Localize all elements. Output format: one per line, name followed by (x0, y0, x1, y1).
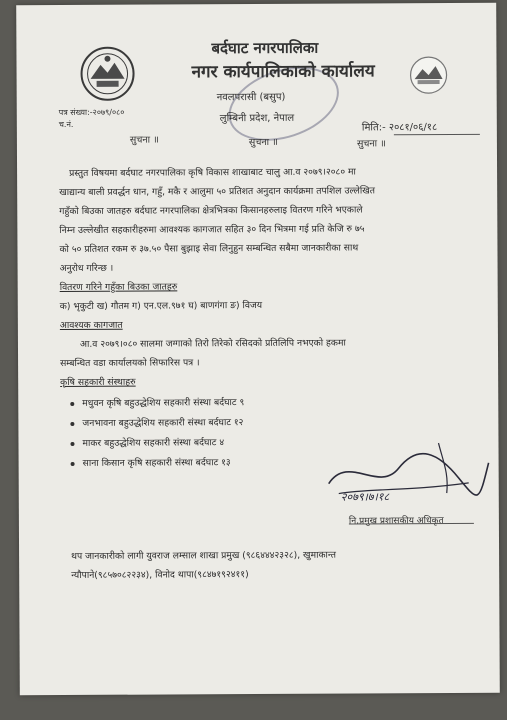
letter-number: पत्र संख्या:-२०७९/०८० (58, 107, 125, 118)
signature-date: २०७९।७।१८ (340, 490, 390, 504)
documents-line-1: आ.व २०७९।०८० सालमा जग्गाको तिरो तिरेको रसिदको प्रतिलिपि नभएको हकमा (79, 337, 346, 350)
district-name: नवलपरासी (बसुप) (216, 91, 286, 104)
office-name: नगर कार्यपालिकाको कार्यालय (191, 61, 375, 83)
footer-line-2: न्यौपाने(९८५७०८२२३४), विनोद थापा(९८४७१९२४११) (71, 569, 249, 581)
body-line-5: को ५० प्रतिशत रकम रु ३७.५० पैसा बुझाइ सेवा लिनुहुन सम्बन्धित सबैमा जानकारीका साथ (59, 242, 359, 256)
bullet-icon (70, 401, 74, 405)
signatory-title: नि.प्रमुख प्रशासकीय अधिकृत (348, 516, 444, 527)
date-handwritten: मिति:- २०८१/०६/१८ (361, 122, 438, 134)
documents-line-2: सम्बन्धित वडा कार्यालयको सिफारिस पत्र । (60, 357, 200, 370)
notice-label-2: सुचना ॥ (248, 136, 278, 149)
municipality-logo-icon (408, 55, 448, 95)
notice-label-3: सुचना ॥ (356, 138, 386, 150)
documents-heading: आवश्यक कागजात (59, 319, 123, 332)
letter-page (16, 3, 500, 696)
government-emblem-icon (78, 45, 136, 103)
date-underline (394, 134, 480, 135)
body-line-6: अनुरोध गरिन्छ । (59, 262, 114, 275)
cooperative-item: मधुवन कृषि बहुउद्धेशिय सहकारी संस्था बर्दघाट ९ (70, 394, 244, 413)
municipality-name: बर्दघाट नगरपालिका (211, 38, 319, 58)
body-line-2: खाद्यान्य बाली प्रवर्द्धन धान, गहुँ, मकै र आलुमा ५० प्रतिशत अनुदान कार्यक्रमा तपशिल उल्लेखित (59, 185, 376, 199)
bullet-icon (70, 421, 74, 425)
body-line-4: निम्न उल्लेखीत सहकारीहरुमा आवश्यक कागजात सहित ३० दिन भित्रमा गई प्रति केजि रु ७५ (59, 223, 365, 237)
notice-label-1: सुचना ॥ (129, 134, 159, 146)
bullet-icon (70, 441, 74, 445)
body-line-3: गहुँको बिउका जातहरु बर्दघाट नगरपालिका क्षेत्रभित्रका किसानहरुलाइ वितरण गरिने भएकाले (59, 204, 363, 218)
varieties-heading: वितरण गरिने गहुँका बिउका जातहरु (59, 281, 178, 294)
varieties-list: क) भृकुटी ख) गौतम ग) एन.एल.९७१ घ) बाणगंगा ङ) विजय (59, 299, 263, 313)
dispatch-number: च.नं. (58, 119, 74, 130)
cooperative-item: माकर बहुउद्धेशिय सहकारी संस्था बर्दघाट ४ (70, 434, 224, 453)
footer-line-1: थप जानकारीको लागी युवराज लम्साल शाखा प्रमुख (९८६४४४२३२८), खुमाकान्त (71, 549, 336, 562)
cooperative-item: जनभावना बहुउद्धेशिय सहकारी संस्था बर्दघाट १२ (70, 414, 243, 433)
body-line-1: प्रस्तुत विषयमा बर्दघाट नगरपालिका कृषि विकास शाखाबाट चालु आ.व २०७९।२०८० मा (69, 166, 356, 179)
cooperative-item: साना किसान कृषि सहकारी संस्था बर्दघाट १३ (71, 454, 231, 473)
cooperatives-heading: कृषि सहकारी संस्थाहरु (60, 376, 136, 389)
province-name: लुम्बिनी प्रदेश, नेपाल (219, 112, 295, 125)
bullet-icon (71, 461, 75, 465)
